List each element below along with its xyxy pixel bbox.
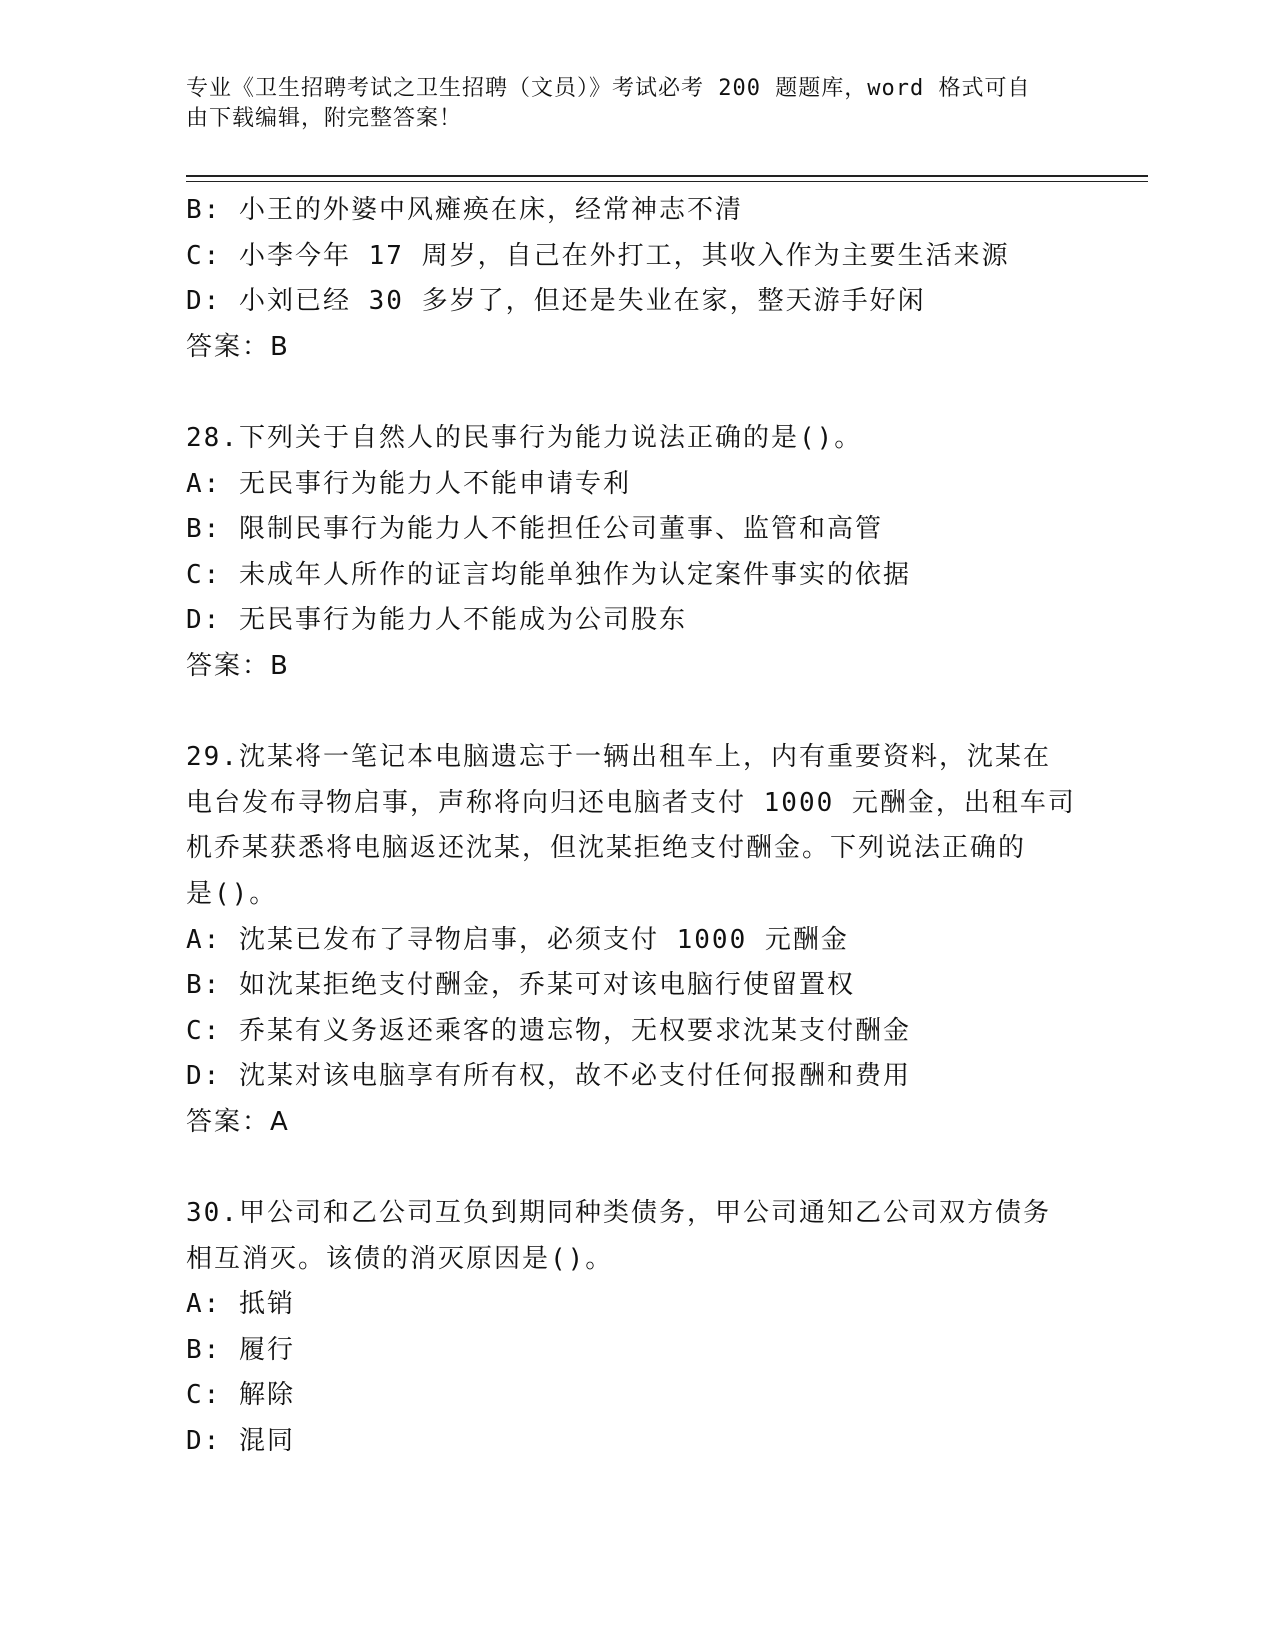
page-header: [186, 74, 1066, 134]
option-a: A: 沈某已发布了寻物启事，必须支付 1000 元酬金: [186, 924, 849, 955]
question-stem-line: 相互消灭。该债的消灭原因是()。: [186, 1243, 614, 1274]
option-b: B: 履行: [186, 1334, 295, 1365]
question-stem-line: 是()。: [186, 878, 278, 909]
option-d: D: 混同: [186, 1426, 295, 1457]
answer: 答案：B: [186, 650, 290, 681]
option-c: C: 乔某有义务返还乘客的遗忘物，无权要求沈某支付酬金: [186, 1015, 911, 1046]
question-28: [186, 416, 1106, 690]
question-stem: 28.下列关于自然人的民事行为能力说法正确的是()。: [186, 422, 863, 453]
option-b: B: 如沈某拒绝支付酬金，乔某可对该电脑行使留置权: [186, 970, 855, 1001]
answer: 答案：B: [186, 331, 290, 362]
option-b: B: 限制民事行为能力人不能担任公司董事、监管和高管: [186, 514, 883, 545]
question-29: [186, 735, 1106, 1145]
spacer: [186, 1145, 1106, 1191]
question-stem-line: 29.沈某将一笔记本电脑遗忘于一辆出租车上，内有重要资料，沈某在: [186, 742, 1051, 773]
spacer: [186, 370, 1106, 416]
question-stem-line: 电台发布寻物启事，声称将向归还电脑者支付 1000 元酬金，出租车司: [186, 787, 1076, 818]
question-stem-line: 30.甲公司和乙公司互负到期同种类债务，甲公司通知乙公司双方债务: [186, 1198, 1051, 1229]
option-a: A: 无民事行为能力人不能申请专利: [186, 468, 631, 499]
option-c: C: 小李今年 17 周岁，自己在外打工，其收入作为主要生活来源: [186, 240, 1010, 271]
spacer: [186, 690, 1106, 736]
question-27-tail: [186, 188, 1106, 370]
header-rule-thin: [186, 181, 1148, 182]
option-d: D: 沈某对该电脑享有所有权，故不必支付任何报酬和费用: [186, 1061, 911, 1092]
option-a: A: 抵销: [186, 1289, 295, 1320]
option-d: D: 小刘已经 30 多岁了，但还是失业在家，整天游手好闲: [186, 286, 926, 317]
question-30: [186, 1191, 1106, 1465]
answer: 答案：A: [186, 1106, 290, 1137]
question-list: [186, 188, 1106, 1465]
question-stem-line: 机乔某获悉将电脑返还沈某，但沈某拒绝支付酬金。下列说法正确的: [186, 833, 1027, 864]
option-b: B: 小王的外婆中风瘫痪在床，经常神志不清: [186, 195, 743, 225]
option-d: D: 无民事行为能力人不能成为公司股东: [186, 605, 687, 636]
header-line-2: 由下载编辑，附完整答案！: [186, 106, 463, 131]
option-c: C: 解除: [186, 1380, 295, 1411]
option-c: C: 未成年人所作的证言均能单独作为认定案件事实的依据: [186, 559, 911, 590]
header-line-1: 专业《卫生招聘考试之卫生招聘（文员）》考试必考 200 题题库，word 格式可自: [186, 76, 1031, 101]
header-rule-thick: [186, 175, 1148, 177]
